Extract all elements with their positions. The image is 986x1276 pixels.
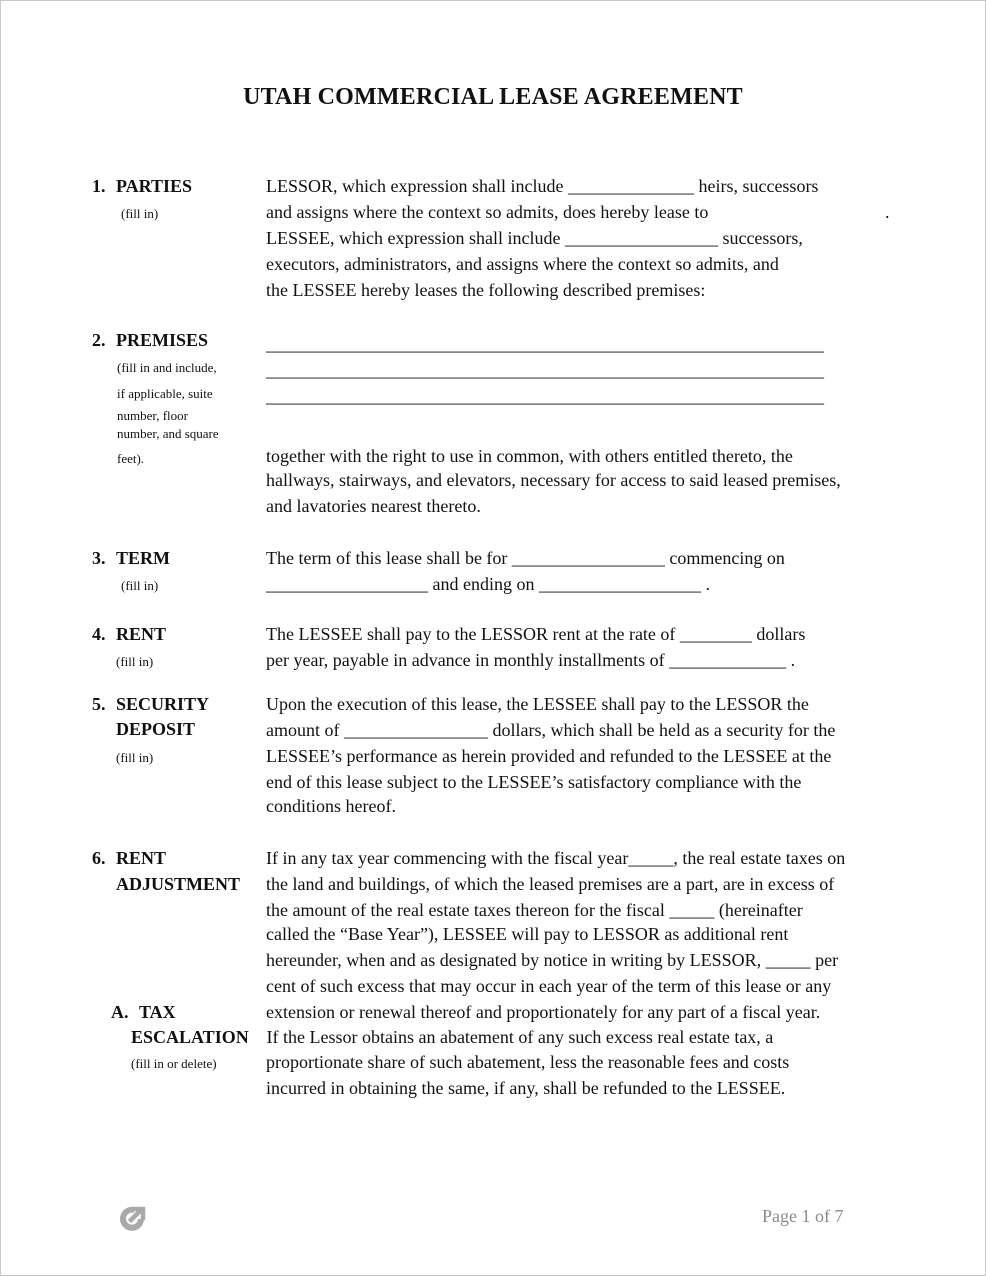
- section-1-number: 1.: [92, 176, 106, 196]
- adjustment-line-2: the land and buildings, of which the leased premises are a part, are in excess of: [266, 874, 835, 894]
- section-2-number: 2.: [92, 330, 106, 350]
- parties-line-1: LESSOR, which expression shall include ______________ heirs, successors: [266, 176, 819, 196]
- adjustment-line-7: extension or renewal thereof and proportionately for any part of a fiscal year.: [266, 1002, 821, 1022]
- premises-note-line-4: number, and square: [117, 426, 219, 441]
- section-5-heading-line-1: SECURITY: [116, 694, 210, 714]
- section-6-heading-line-2: ADJUSTMENT: [116, 874, 241, 894]
- adjustment-line-9: proportionate share of such abatement, less the reasonable fees and costs: [266, 1052, 790, 1072]
- rent-line-2: per year, payable in advance in monthly installments of _____________ .: [266, 650, 796, 670]
- section-1-heading: PARTIES: [116, 176, 193, 196]
- document-title: UTAH COMMERCIAL LEASE AGREEMENT: [243, 84, 743, 110]
- section-2-heading: PREMISES: [116, 330, 209, 350]
- section-5-heading-line-2: DEPOSIT: [116, 719, 196, 739]
- deposit-line-5: conditions hereof.: [266, 796, 396, 816]
- section-4-heading: RENT: [116, 624, 167, 644]
- section-3-note: (fill in): [121, 578, 159, 593]
- subsection-a-note: (fill in or delete): [131, 1056, 217, 1071]
- page-number: Page 1 of 7: [762, 1206, 844, 1226]
- deposit-line-2: amount of ________________ dollars, which shall be held as a security for the: [266, 720, 836, 740]
- section-5-number: 5.: [92, 694, 106, 714]
- section-4-note: (fill in): [116, 654, 154, 669]
- premises-note-line-2: if applicable, suite: [117, 386, 213, 401]
- section-4-number: 4.: [92, 624, 106, 644]
- arrow-logo-icon: [114, 1201, 150, 1237]
- adjustment-line-8: If the Lessor obtains an abatement of any such excess real estate tax, a: [262, 1027, 774, 1047]
- parties-line-5: the LESSEE hereby leases the following described premises:: [266, 280, 706, 300]
- subsection-a-heading-line-2: ESCALATION: [131, 1027, 249, 1047]
- term-line-2: __________________ and ending on __________________ .: [266, 574, 710, 594]
- adjustment-line-5: hereunder, when and as designated by notice in writing by LESSOR, _____ per: [266, 950, 839, 970]
- premises-note-line-1: (fill in and include,: [117, 360, 217, 375]
- section-6-number: 6.: [92, 848, 106, 868]
- adjustment-line-4: called the “Base Year”), LESSEE will pay to LESSOR as additional rent: [266, 924, 789, 944]
- adjustment-line-10: incurred in obtaining the same, if any, shall be refunded to the LESSEE.: [266, 1078, 786, 1098]
- section-1-note: (fill in): [121, 206, 159, 221]
- parties-line-4: executors, administrators, and assigns where the context so admits, and: [266, 254, 779, 274]
- premises-blank-line-1: ______________________________________________________________: [266, 334, 824, 354]
- premises-note-line-3: number, floor: [117, 408, 188, 423]
- adjustment-line-1: If in any tax year commencing with the fiscal year_____, the real estate taxes on: [266, 848, 846, 868]
- parties-line-3: LESSEE, which expression shall include _________________ successors,: [266, 228, 803, 248]
- adjustment-line-6: cent of such excess that may occur in each year of the term of this lease or any: [266, 976, 832, 996]
- deposit-line-1: Upon the execution of this lease, the LESSEE shall pay to the LESSOR the: [266, 694, 809, 714]
- subsection-a-heading-line-1: TAX: [139, 1002, 176, 1022]
- parties-line-2-period: .: [885, 202, 890, 222]
- section-6-heading-line-1: RENT: [116, 848, 167, 868]
- deposit-line-3: LESSEE’s performance as herein provided and refunded to the LESSEE at the: [266, 746, 832, 766]
- parties-line-2: and assigns where the context so admits, does hereby lease to: [266, 202, 709, 222]
- deposit-line-4: end of this lease subject to the LESSEE’s satisfactory compliance with the: [266, 772, 802, 792]
- section-5-note: (fill in): [116, 750, 154, 765]
- adjustment-line-3: the amount of the real estate taxes thereon for the fiscal _____ (hereinafter: [266, 900, 803, 920]
- premises-note-line-5: feet).: [117, 451, 145, 466]
- premises-line-3: and lavatories nearest thereto.: [266, 496, 481, 516]
- section-3-number: 3.: [92, 548, 106, 568]
- premises-line-2: hallways, stairways, and elevators, necessary for access to said leased premises,: [266, 470, 841, 490]
- rent-line-1: The LESSEE shall pay to the LESSOR rent at the rate of ________ dollars: [266, 624, 806, 644]
- premises-blank-line-2: ______________________________________________________________: [266, 360, 824, 380]
- subsection-a-letter: A.: [111, 1002, 129, 1022]
- section-3-heading: TERM: [116, 548, 170, 568]
- term-line-1: The term of this lease shall be for _________________ commencing on: [266, 548, 785, 568]
- premises-blank-line-3: ______________________________________________________________: [266, 386, 824, 406]
- premises-line-1: together with the right to use in common, with others entitled thereto, the: [266, 446, 793, 466]
